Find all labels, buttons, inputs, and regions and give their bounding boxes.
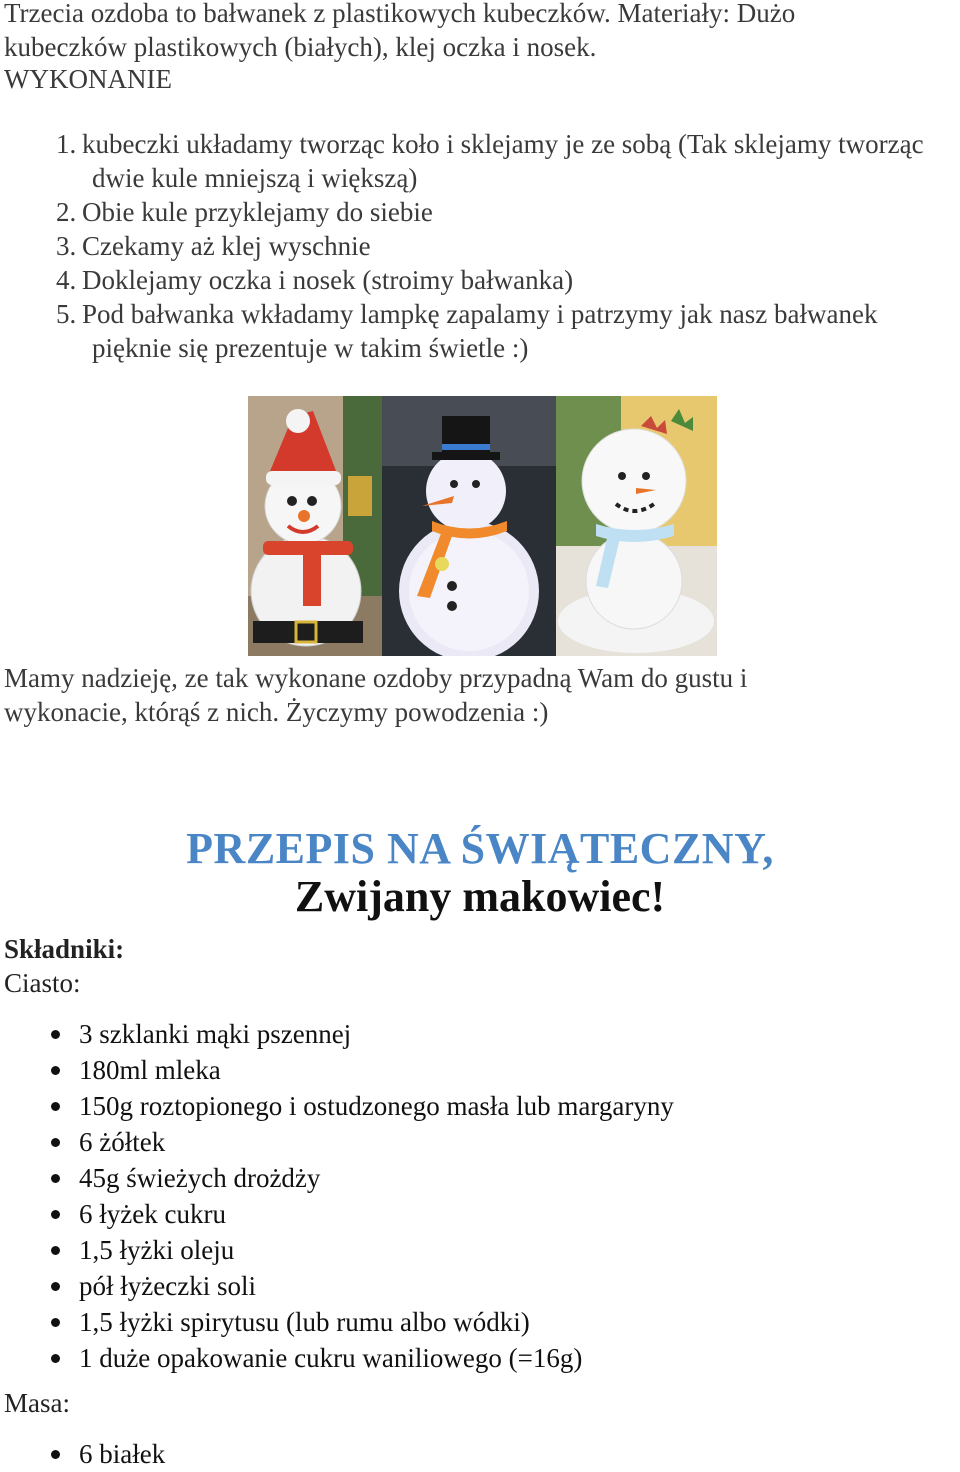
step-item bbox=[0, 127, 960, 195]
snowman-photo-strip bbox=[248, 396, 717, 656]
list-item bbox=[0, 1052, 960, 1088]
bullet-icon bbox=[51, 1138, 60, 1147]
list-item bbox=[0, 1436, 960, 1472]
bullet-icon bbox=[51, 1246, 60, 1255]
instructions-heading: WYKONANIE bbox=[4, 64, 172, 94]
step-number: 1. bbox=[56, 129, 77, 159]
list-item bbox=[0, 1088, 960, 1124]
filling-label: Masa: bbox=[4, 1388, 70, 1418]
intro-line-1: Trzecia ozdoba to bałwanek z plastikowych kubeczków. Materiały: Dużo bbox=[4, 0, 796, 28]
step-item bbox=[0, 297, 960, 365]
recipe-title: PRZEPIS NA ŚWIĄTECZNY, bbox=[186, 824, 774, 873]
step-number: 3. bbox=[56, 231, 77, 261]
step-item bbox=[0, 263, 960, 297]
bullet-icon bbox=[51, 1210, 60, 1219]
step-text: Pod bałwanka wkładamy lampkę zapalamy i patrzymy jak nasz bałwanek pięknie się prezentuje w takim świetle :) bbox=[82, 299, 878, 363]
closing-line-2: wykonacie, którąś z nich. Życzymy powodzenia :) bbox=[4, 697, 549, 727]
list-item bbox=[0, 1016, 960, 1052]
snowman-santa-hat-image bbox=[248, 396, 382, 656]
step-text: Czekamy aż klej wyschnie bbox=[82, 231, 371, 261]
bullet-icon bbox=[51, 1066, 60, 1075]
step-item bbox=[0, 195, 960, 229]
intro-paragraph bbox=[4, 0, 954, 64]
dough-ingredient-list bbox=[0, 1016, 960, 1376]
bullet-icon bbox=[51, 1174, 60, 1183]
ingredient-text: 150g roztopionego i ostudzonego masła lub margaryny bbox=[79, 1091, 674, 1121]
ingredient-text: 3 szklanki mąki pszennej bbox=[79, 1019, 352, 1049]
closing-line-1: Mamy nadzieję, ze tak wykonane ozdoby przypadną Wam do gustu i bbox=[4, 663, 748, 693]
step-item bbox=[0, 229, 960, 263]
list-item bbox=[0, 1124, 960, 1160]
ingredient-text: 1 duże opakowanie cukru waniliowego (=16g) bbox=[79, 1343, 583, 1373]
bullet-icon bbox=[51, 1318, 60, 1327]
snowman-blue-scarf-photo bbox=[556, 396, 717, 656]
snowman-top-hat-photo bbox=[382, 396, 556, 656]
list-item bbox=[0, 1160, 960, 1196]
bullet-icon bbox=[51, 1102, 60, 1111]
step-number: 2. bbox=[56, 197, 77, 227]
snowman-santa-hat-photo bbox=[248, 396, 382, 656]
list-item bbox=[0, 1340, 960, 1376]
ingredient-text: 6 łyżek cukru bbox=[79, 1199, 226, 1229]
ingredient-text: 1,5 łyżki oleju bbox=[79, 1235, 235, 1265]
ingredient-text: 6 żółtek bbox=[79, 1127, 166, 1157]
ingredient-text: 1,5 łyżki spirytusu (lub rumu albo wódki) bbox=[79, 1307, 530, 1337]
snowman-top-hat-image bbox=[382, 396, 556, 656]
intro-line-2: kubeczków plastikowych (białych), klej oczka i nosek. bbox=[4, 32, 597, 62]
list-item bbox=[0, 1232, 960, 1268]
step-text: Doklejamy oczka i nosek (stroimy bałwanka) bbox=[82, 265, 574, 295]
list-item bbox=[0, 1268, 960, 1304]
step-number: 4. bbox=[56, 265, 77, 295]
list-item bbox=[0, 1196, 960, 1232]
step-number: 5. bbox=[56, 299, 77, 329]
steps-list bbox=[0, 127, 960, 365]
ingredient-text: 6 białek bbox=[79, 1439, 166, 1469]
closing-paragraph bbox=[4, 661, 954, 729]
dough-label: Ciasto: bbox=[4, 968, 81, 998]
filling-ingredient-list bbox=[0, 1436, 960, 1472]
ingredients-label: Składniki: bbox=[4, 934, 125, 964]
ingredient-text: 180ml mleka bbox=[79, 1055, 221, 1085]
snowman-blue-scarf-image bbox=[556, 396, 717, 656]
list-item bbox=[0, 1304, 960, 1340]
bullet-icon bbox=[51, 1450, 60, 1459]
step-text: Obie kule przyklejamy do siebie bbox=[82, 197, 433, 227]
ingredient-text: pół łyżeczki soli bbox=[79, 1271, 256, 1301]
ingredient-text: 45g świeżych drożdży bbox=[79, 1163, 321, 1193]
bullet-icon bbox=[51, 1282, 60, 1291]
recipe-subtitle: Zwijany makowiec! bbox=[294, 872, 666, 921]
bullet-icon bbox=[51, 1354, 60, 1363]
step-text: kubeczki układamy tworząc koło i sklejamy je ze sobą (Tak sklejamy tworząc dwie kule mniejszą i większą) bbox=[82, 129, 924, 193]
bullet-icon bbox=[51, 1030, 60, 1039]
